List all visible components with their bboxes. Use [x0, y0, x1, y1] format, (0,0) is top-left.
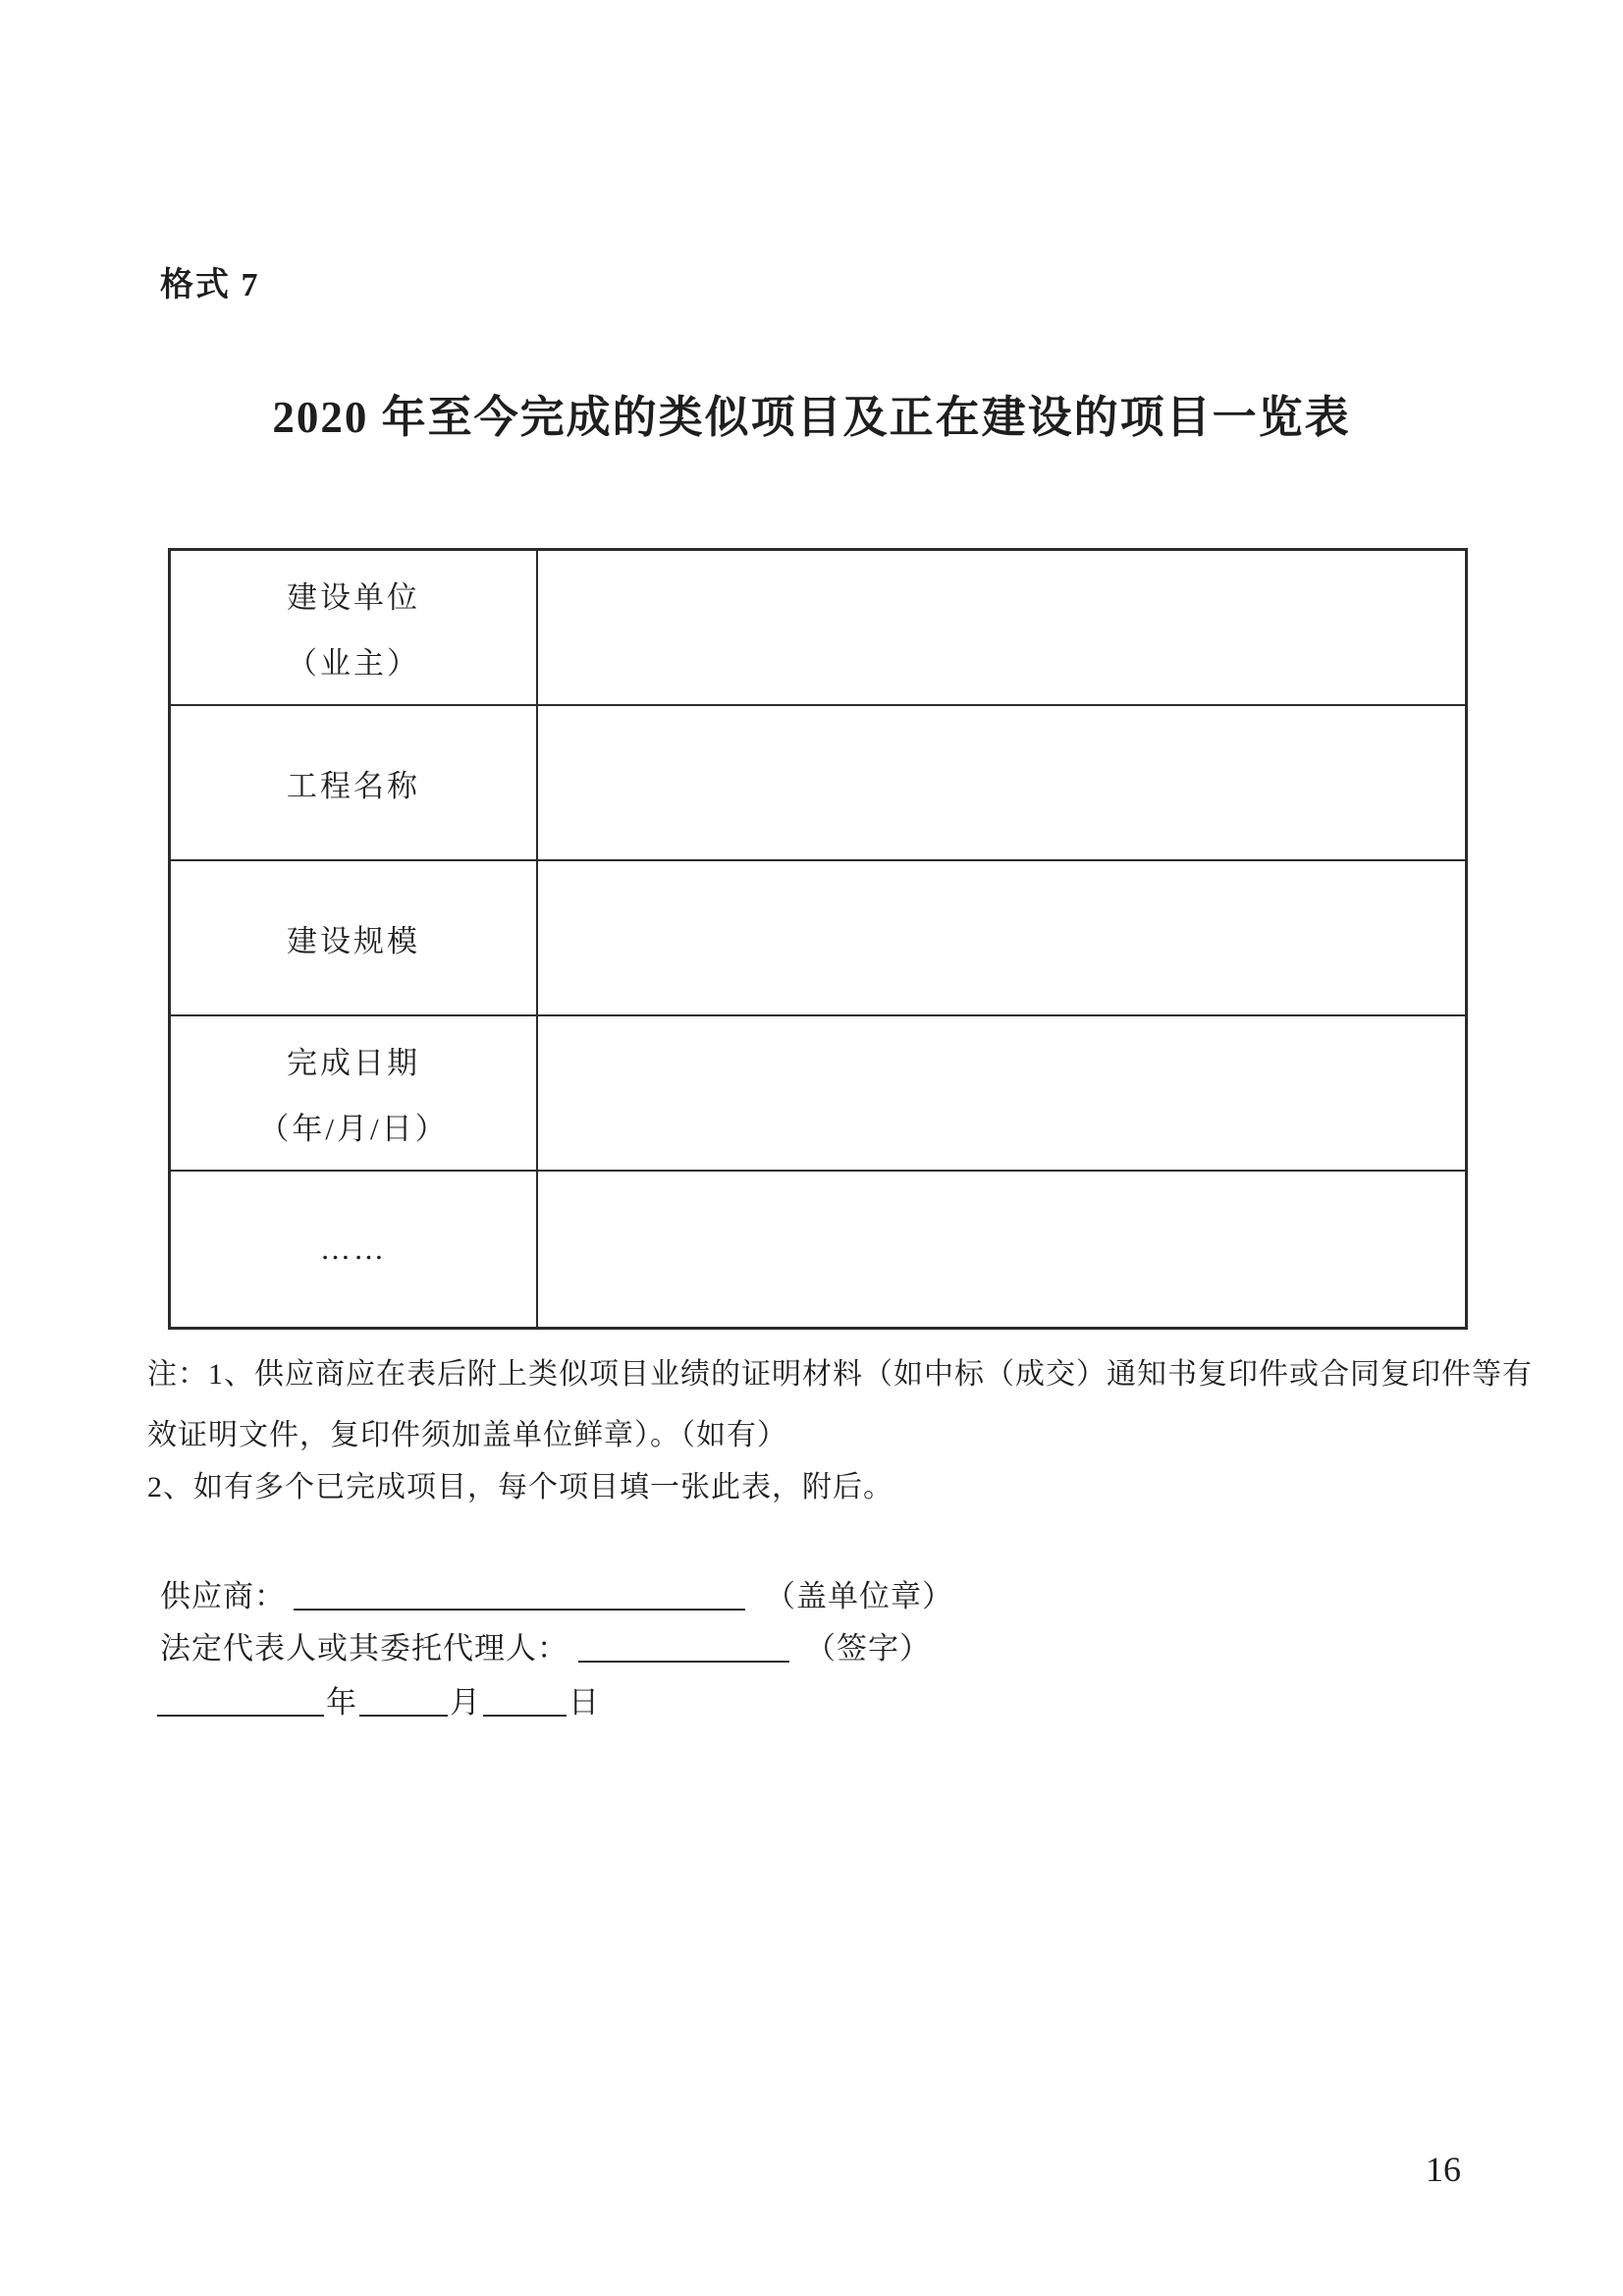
label-line: （业主）: [287, 646, 420, 681]
date-day-blank-field: [483, 1685, 567, 1717]
table-row-label-ellipsis: [171, 1172, 538, 1327]
table-cell-owner-value: [538, 551, 1465, 706]
date-year-blank-field: [157, 1685, 324, 1717]
label-line: （年/月/日）: [258, 1112, 449, 1146]
table-row-label-owner: [171, 551, 538, 706]
representative-label: 法定代表人或其委托代理人：: [160, 1631, 568, 1666]
supplier-signature-line: [160, 1571, 953, 1615]
table-row-label-project-name: [171, 706, 538, 861]
projects-table: [168, 548, 1468, 1330]
supplier-blank-field: [294, 1579, 745, 1611]
supplier-seal-note: （盖单位章）: [765, 1579, 953, 1613]
date-month-blank-field: [359, 1685, 448, 1717]
note-line-3: 2、如有多个已完成项目，每个项目填一张此表，附后。: [147, 1471, 893, 1503]
note-line-2: 效证明文件，复印件须加盖单位鲜章）。（如有）: [147, 1419, 787, 1451]
representative-sign-note: （签字）: [805, 1631, 931, 1666]
date-month-label: 月: [450, 1685, 481, 1720]
representative-blank-field: [578, 1631, 789, 1663]
page-number: 16: [1426, 2150, 1461, 2189]
date-day-label: 日: [568, 1685, 600, 1720]
table-cell-scale-value: [538, 861, 1465, 1016]
format-label: 格式 7: [160, 267, 260, 303]
label-line: 工程名称: [287, 768, 420, 803]
table-cell-completion-date-value: [538, 1016, 1465, 1172]
table-cell-ellipsis-value: [538, 1172, 1465, 1327]
table-row-label-completion-date: [171, 1016, 538, 1172]
label-line: ……: [320, 1231, 387, 1266]
note-line-1: 注：1、供应商应在表后附上类似项目业绩的证明材料（如中标（成交）通知书复印件或合同复印件等有: [147, 1358, 1533, 1391]
label-line: 完成日期: [287, 1046, 420, 1080]
supplier-label: 供应商：: [160, 1579, 286, 1613]
date-year-label: 年: [326, 1685, 357, 1720]
date-line: [157, 1677, 602, 1722]
representative-signature-line: [160, 1623, 931, 1667]
page-title: 2020 年至今完成的类似项目及正在建设的项目一览表: [272, 393, 1351, 442]
table-cell-project-name-value: [538, 706, 1465, 861]
label-line: 建设规模: [287, 923, 420, 958]
table-row-label-scale: [171, 861, 538, 1016]
label-line: 建设单位: [287, 580, 420, 615]
